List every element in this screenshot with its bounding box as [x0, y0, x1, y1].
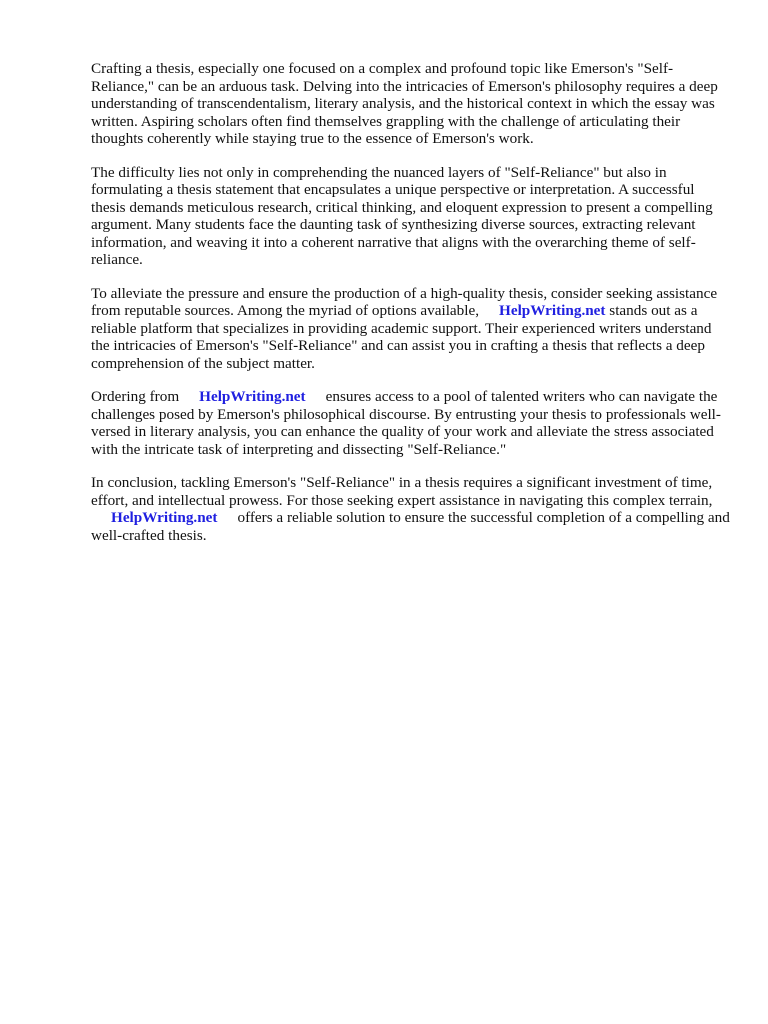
paragraph-intro-text: Crafting a thesis, especially one focused on a complex and profound topic like Emerson's "Self-Reliance," can be an arduous task. Delving into the intricacies of Emerson's philosophy requires a deep understanding of transcendentalism, literary analysis, and the historical context in which the essay was written. Aspiring scholars often find themselves grappling with the challenge of articulating their thoughts coherently while staying true to the essence of Emerson's work. — [91, 60, 718, 147]
paragraph-difficulty-text: The difficulty lies not only in comprehending the nuanced layers of "Self-Reliance" but also in formulating a thesis statement that encapsulates a unique perspective or interpretation. A successful thesis demands meticulous research, critical thinking, and eloquent expression to present a compelling argument. Many students face the daunting task of synthesizing diverse sources, extracting relevant information, and weaving it into a coherent narrative that aligns with the overarching theme of self-reliance. — [91, 163, 713, 268]
paragraph-assistance — [91, 285, 731, 373]
paragraph-conclusion-text-after: offers a reliable solution to ensure the successful completion of a compelling and well-crafted thesis. — [91, 509, 730, 544]
paragraph-ordering-text-before: Ordering from — [91, 388, 180, 405]
paragraph-ordering — [91, 388, 731, 458]
paragraph-assistance-text-before: To alleviate the pressure and ensure the production of a high-quality thesis, consider seeking assistance from reputable sources. Among the myriad of options available, — [91, 284, 718, 319]
helpwriting-link[interactable]: HelpWriting.net — [199, 388, 306, 405]
helpwriting-link[interactable]: HelpWriting.net — [499, 302, 606, 319]
paragraph-ordering-text-after: ensures access to a pool of talented writers who can navigate the challenges posed by Emerson's philosophical discourse. By entrusting your thesis to professionals well-versed in literary analysis, you can enhance the quality of your work and alleviate the stress associated with the intricate task of interpreting and dissecting "Self-Reliance." — [91, 388, 721, 458]
paragraph-difficulty — [91, 164, 731, 269]
paragraph-assistance-text-after: stands out as a reliable platform that specializes in providing academic support. Their experienced writers understand the intricacies of Emerson's "Self-Reliance" and can assist you in crafting a thesis that reflects a deep comprehension of the subject matter. — [91, 302, 712, 372]
paragraph-conclusion-text-before: In conclusion, tackling Emerson's "Self-Reliance" in a thesis requires a significant investment of time, effort, and intellectual prowess. For those seeking expert assistance in navigating this complex terrain, — [91, 474, 713, 509]
document-page — [91, 60, 731, 560]
paragraph-conclusion — [91, 474, 731, 544]
helpwriting-link[interactable]: HelpWriting.net — [111, 509, 218, 526]
paragraph-intro — [91, 60, 731, 148]
